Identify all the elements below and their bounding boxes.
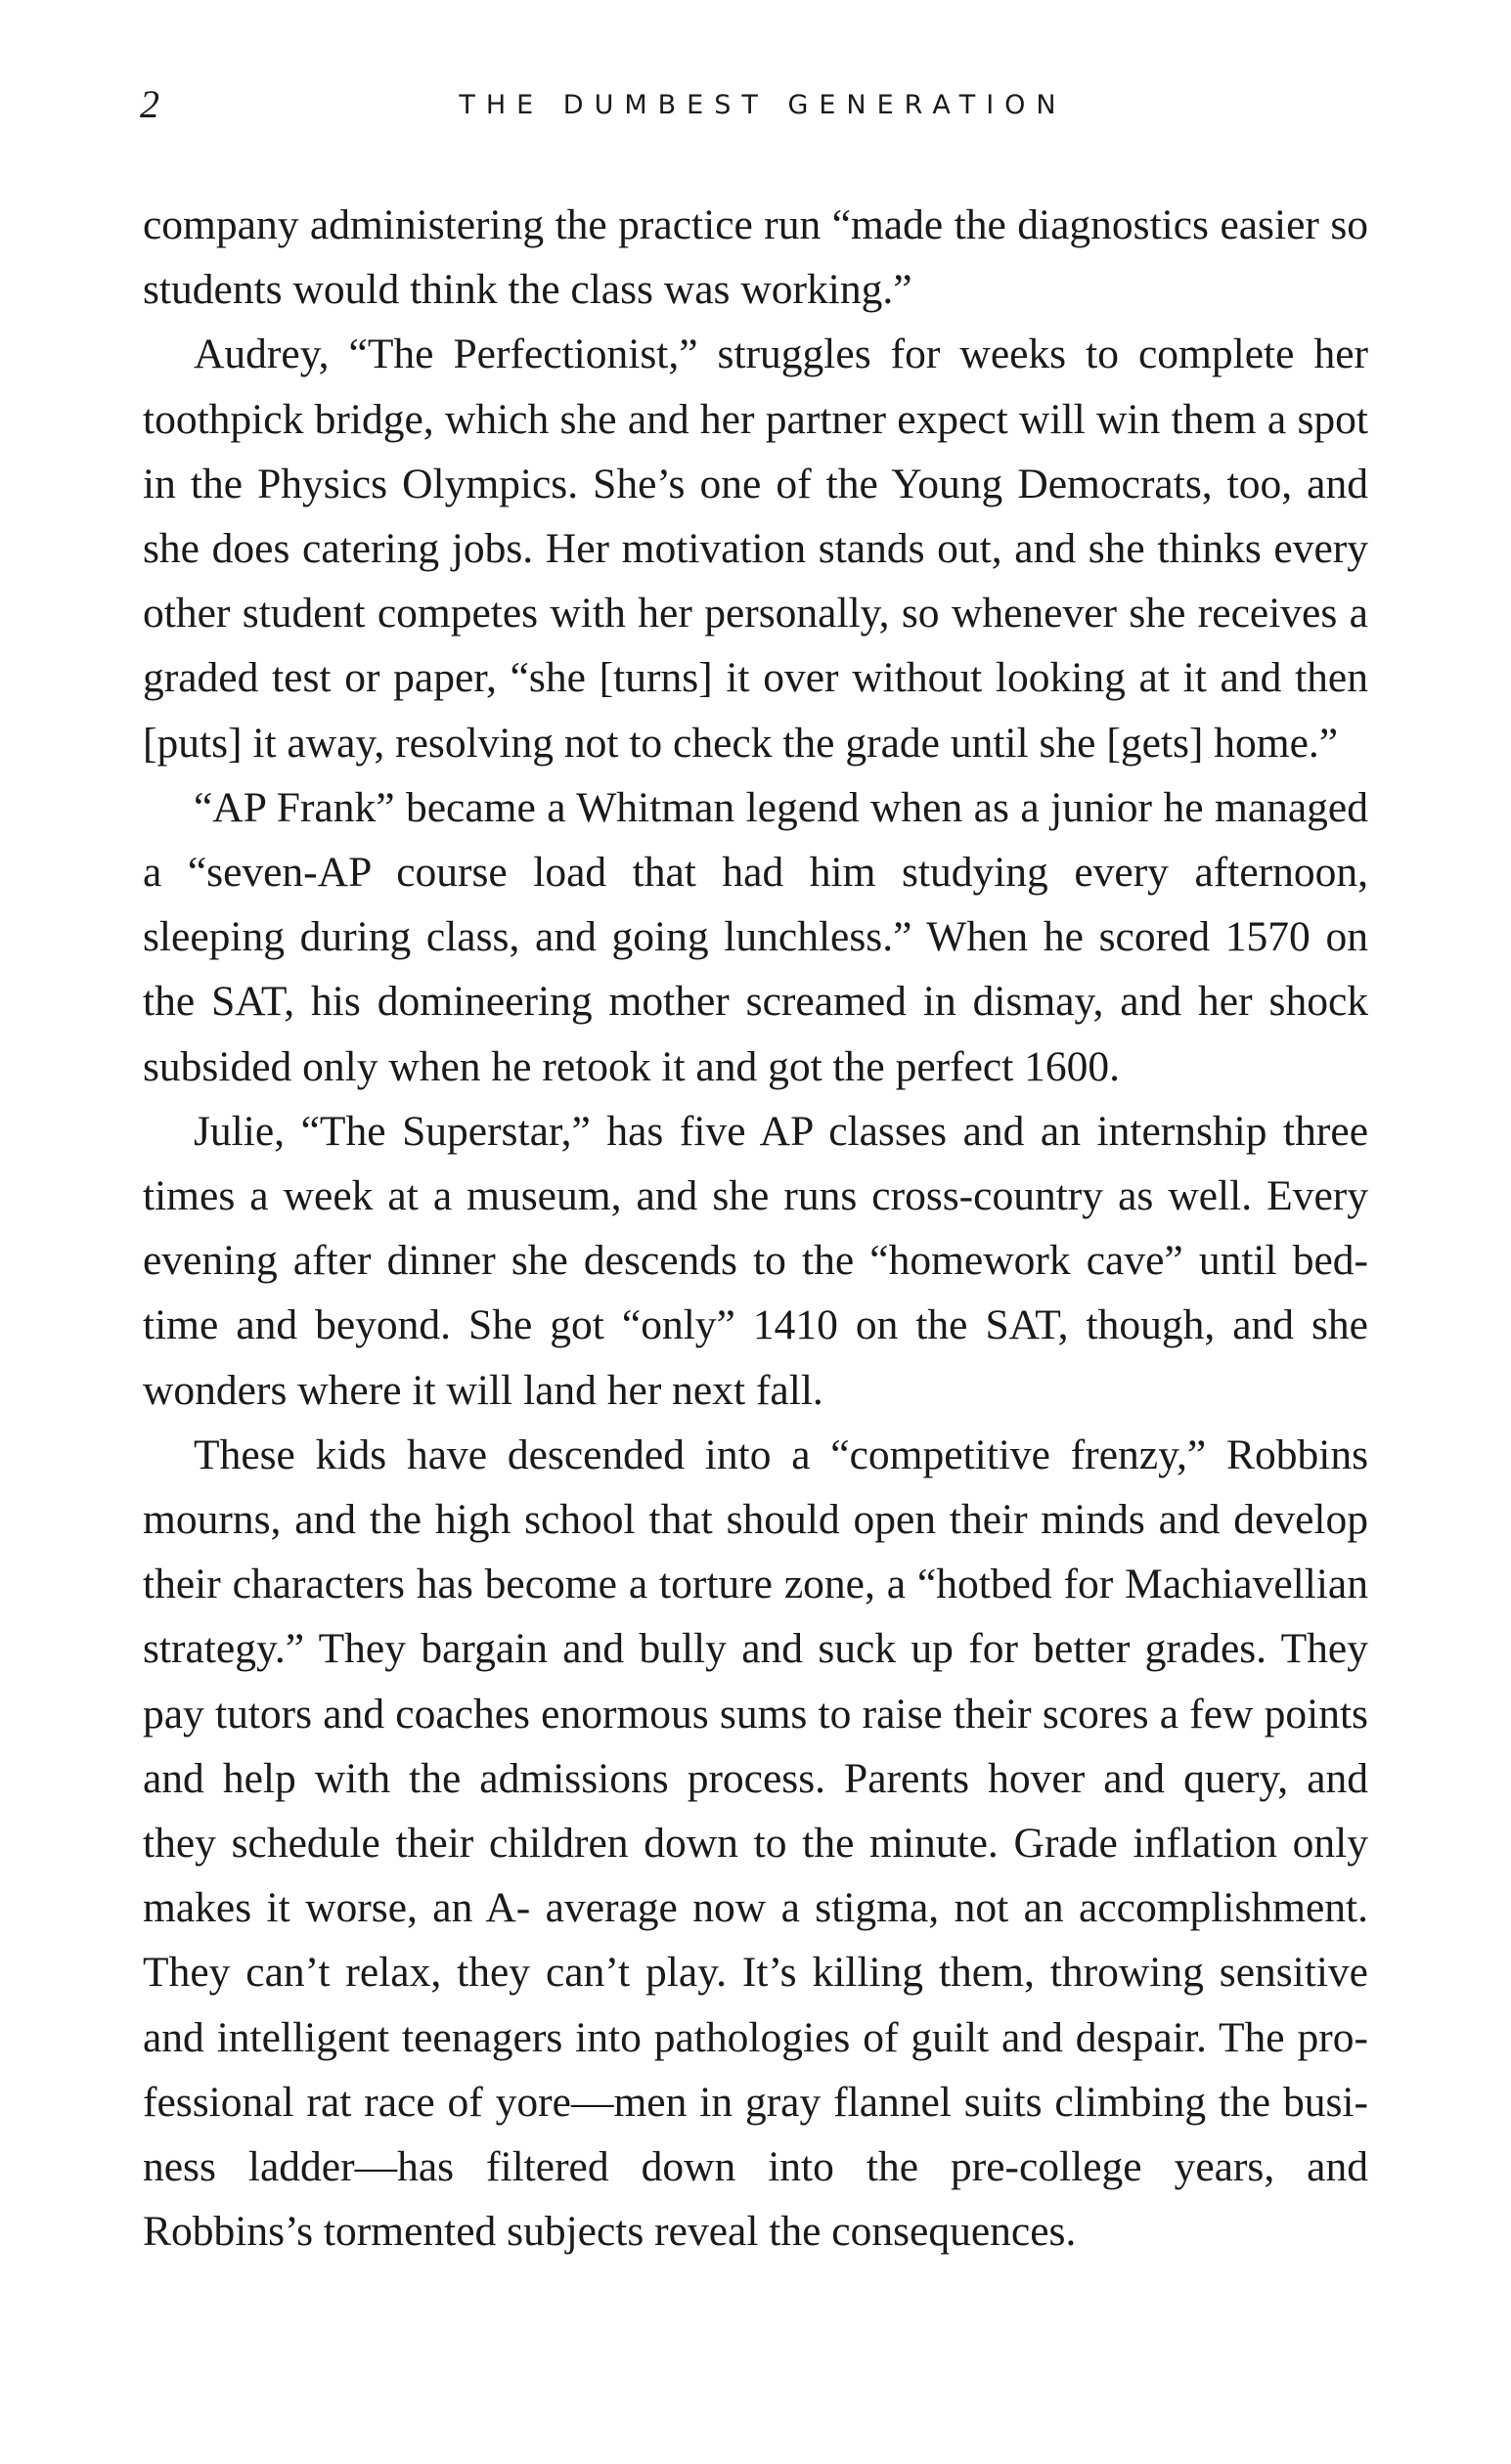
paragraph-continued: company administering the practice run “made the diagnostics easier so students would think the class was working.” — [143, 201, 1368, 314]
page-number: 2 — [140, 82, 159, 126]
running-head — [0, 80, 1511, 129]
paragraph-competitive-frenzy: These kids have descended into a “competitive frenzy,” Robbins mourns, and the high school that should open their minds and develop their characters has become a torture zone, a “hotbed for Machiavellian strategy.” They bargain and bully and suck up for better grades. They pay tutors and coaches enormous sums to raise their scores a few points and help with the admissions process. Parents hover and query, and they schedule their children down to the minute. Grade inflation only makes it worse, an A- average now a stigma, not an accomplishment. They can’t relax, they can’t play. It’s killing them, throwing sensitive and intelligent teenagers into pathologies of guilt and despair. The professional rat race of yore—men in gray flannel suits climbing the business ladder—has filtered down into the pre-college years, and Robbins’s tormented subjects reveal the consequences. — [143, 1430, 1368, 2256]
paragraph-julie: Julie, “The Superstar,” has five AP classes and an internship three times a week at a museum, and she runs cross-country as well. Every evening after dinner she descends to the “homework cave” until bedtime and beyond. She got “only” 1410 on the SAT, though, and she wonders where it will land her next fall. — [143, 1107, 1368, 1414]
paragraph-ap-frank: “AP Frank” became a Whitman legend when as a junior he managed a “seven-AP course load that had him studying every afternoon, sleeping during class, and going lunchless.” When he scored 1570 on the SAT, his domineering mother screamed in dismay, and her shock subsided only when he retook it and got the perfect 1600. — [143, 783, 1368, 1090]
body-text — [143, 193, 1368, 2265]
paragraph-audrey: Audrey, “The Perfectionist,” struggles for weeks to complete her toothpick bridge, which she and her partner expect will win them a spot in the Physics Olympics. She’s one of the Young Democrats, too, and she does catering jobs. Her motivation stands out, and she thinks every other student competes with her personally, so whenever she receives a graded test or paper, “she [turns] it over without looking at it and then [puts] it away, resolving not to check the grade until she [gets] home.” — [143, 330, 1368, 767]
book-title: THE DUMBEST GENERATION — [459, 90, 1067, 120]
